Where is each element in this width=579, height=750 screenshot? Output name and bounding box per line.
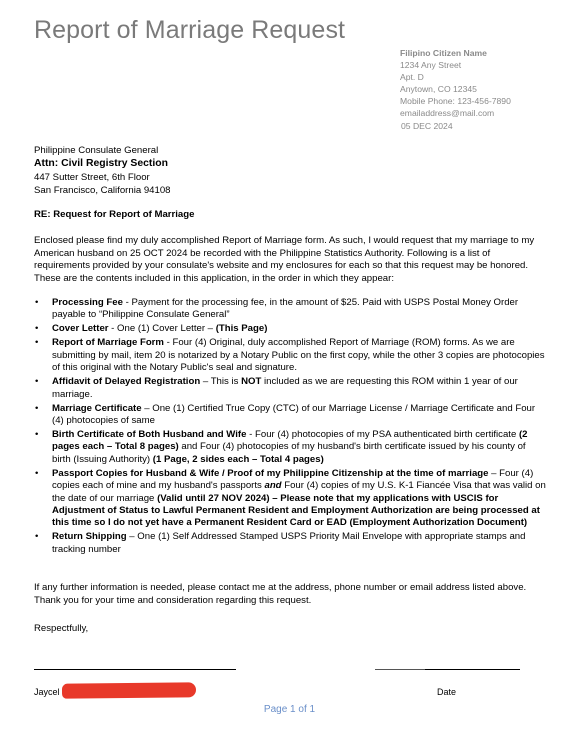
- date-label: Date: [437, 687, 457, 697]
- item-label: Passport Copies for Husband & Wife / Proof of my Philippine Citizenship at the time of marriage: [52, 467, 489, 479]
- item-text: - Four (4) Original, duly accomplished Report of Marriage (ROM) forms. As we are submitting by mail, item 20 is notarized by a Notary Public on the first copy, while the other 3 copies are photocopies of this original with the Notary Public's seal and signature.: [52, 337, 545, 374]
- list-item: [34, 531, 546, 556]
- item-bold-mid: (2 pages each – Total 8 pages): [52, 429, 528, 453]
- bullet-icon: •: [35, 402, 39, 414]
- intro-paragraph: Enclosed please find my duly accomplished Report of Marriage form. As such, I would request that my marriage to my American husband on 25 OCT 2024 be recorded with the Philippine Statistics Authority. Following is a list of requirements provided by your consulate's website and my enclosures for each so that this request may be honored. These are the contents included in this application, in the order in which they appear:: [34, 235, 535, 285]
- item-text: included as we are requesting this ROM within 1 year of our marriage.: [52, 376, 518, 400]
- sender-city: Anytown, CO 12345: [400, 84, 477, 95]
- bullet-icon: •: [35, 531, 39, 543]
- complimentary-close: Respectfully,: [34, 623, 89, 634]
- recipient-street: 447 Sutter Street, 6th Floor: [34, 171, 150, 183]
- sender-phone: Mobile Phone: 123-456-7890: [400, 96, 511, 107]
- sender-street: 1234 Any Street: [400, 60, 462, 71]
- recipient-attn: Attn: Civil Registry Section: [34, 158, 168, 170]
- item-bold-mid: NOT: [241, 376, 262, 388]
- list-item: [34, 376, 546, 401]
- date-line-left: [375, 669, 425, 670]
- item-label: Return Shipping: [52, 531, 127, 543]
- bullet-icon: •: [35, 337, 39, 349]
- item-bold-tail: (1 Page, 2 sides each – Total 4 pages): [152, 453, 324, 465]
- item-text: – One (1) Self Addressed Stamped USPS Priority Mail Envelope with appropriate stamps and tracking number: [52, 531, 526, 555]
- sender-apt: Apt. D: [400, 72, 424, 83]
- item-label: Processing Fee: [52, 297, 123, 308]
- page-indicator: Page 1 of 1: [263, 704, 316, 715]
- document-title: Report of Marriage Request: [34, 16, 346, 44]
- redaction-mark: [62, 682, 196, 698]
- list-item: [34, 468, 546, 530]
- bullet-icon: •: [35, 376, 39, 388]
- subject-line: RE: Request for Report of Marriage: [34, 209, 195, 220]
- item-text: - One (1) Cover Letter –: [108, 323, 216, 335]
- recipient-city: San Francisco, California 94108: [34, 185, 171, 197]
- bullet-icon: •: [35, 323, 39, 335]
- item-text: – Four (4) copies each of mine and my husband's passports: [52, 467, 534, 492]
- list-item: [34, 403, 546, 428]
- item-text: and Four (4) photocopies of my husband's birth certificate issued by his county of birth (Issuing Authority): [52, 441, 526, 465]
- item-text: Four (4) copies of my U.S. K-1 Fiancée Visa that was valid on the date of our marriage: [52, 480, 546, 504]
- item-text: - Four (4) photocopies of my PSA authenticated birth certificate: [246, 429, 519, 441]
- sender-email: emailaddress@mail.com: [400, 108, 495, 119]
- list-item: [34, 337, 546, 374]
- item-label: Affidavit of Delayed Registration: [52, 376, 201, 388]
- letter-date: 05 DEC 2024: [401, 120, 453, 131]
- recipient-address-block: [34, 144, 171, 198]
- item-text: - Payment for the processing fee, in the amount of $25. Paid with USPS Postal Money Order payable to “Philippine Consulate General”: [52, 297, 519, 321]
- signature-line: [34, 669, 236, 670]
- closing-paragraph: If any further information is needed, please contact me at the address, phone number or email address listed above. Thank you for your time and consideration regarding this request.: [34, 582, 527, 606]
- sender-name: Filipino Citizen Name: [400, 48, 487, 58]
- enclosure-list: [34, 297, 546, 558]
- list-item: [34, 429, 546, 466]
- bullet-icon: •: [35, 467, 39, 479]
- item-label: Marriage Certificate: [52, 402, 142, 414]
- item-bold-tail: (This Page): [215, 323, 268, 335]
- signer-name: Jaycel: [34, 687, 60, 697]
- bullet-icon: •: [35, 429, 39, 441]
- recipient-org: Philippine Consulate General: [34, 145, 159, 156]
- sender-address-block: [400, 47, 511, 132]
- item-label: Cover Letter: [52, 323, 109, 335]
- date-line: [425, 669, 520, 670]
- list-item: [34, 323, 546, 335]
- item-label: Report of Marriage Form: [52, 337, 164, 349]
- bullet-icon: •: [35, 297, 39, 308]
- list-item: [34, 297, 546, 322]
- item-label: Birth Certificate of Both Husband and Wife: [52, 429, 247, 441]
- item-bold-tail: (Valid until 27 NOV 2024) – Please note that my applications with USCIS for Adjustment of Status to Lawful Permanent Resident and Employment Authorization are being processed at this time so I do not yet have a Permanent Resident Card or EAD (Employment Authorization Document): [52, 492, 540, 529]
- item-text: – This is: [200, 376, 242, 388]
- item-text: – One (1) Certified True Copy (CTC) of our Marriage License / Marriage Certificate and Four (4) photocopies of same: [52, 402, 536, 427]
- item-bold-italic: and: [264, 480, 282, 492]
